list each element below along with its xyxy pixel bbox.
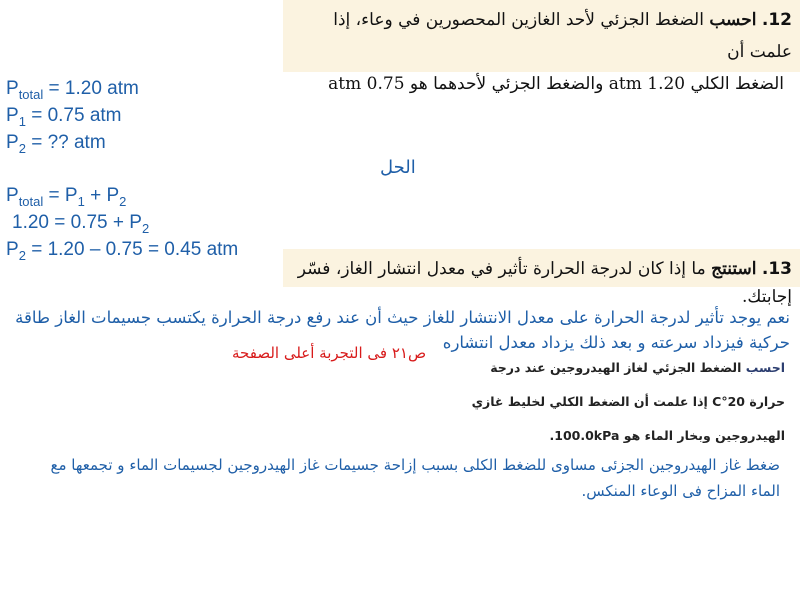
solution-heading: الحل (380, 157, 416, 178)
solution-equation-1 (6, 185, 126, 209)
question-12-line-1-text: الضغط الجزئي لأحد الغازين المحصورين في وعاء، إذا علمت أن (333, 10, 792, 62)
given-p1-symbol: P (6, 105, 19, 126)
given-total-value: = 1.20 atm (43, 78, 139, 99)
eq1-mid: = P (43, 185, 78, 206)
given-total-pressure (6, 78, 139, 102)
question-13-number: 13. (761, 259, 792, 279)
eq1-p1-subscript: 1 (77, 193, 85, 209)
given-p1-value: = 0.75 atm (25, 105, 122, 126)
answer-13: نعم يوجد تأثير لدرجة الحرارة على معدل الانتشار للغاز حيث أن عند رفع درجة الحرارة يكتسب جسيمات الغاز طاقة حركية فيزداد سرعته و بعد ذلك يزداد معدل انتشاره (15, 308, 790, 352)
given-p1 (6, 105, 122, 129)
eq2-text: 1.20 = 0.75 + P (12, 212, 142, 233)
given-p2 (6, 132, 106, 156)
answer-hydrogen: ضغط غاز الهيدروجين الجزئى مساوى للضغط الكلى بسبب إزاحة جسيمات غاز الهيدروجين لجسيمات الماء و تجمعها مع الماء المزاح فى الوعاء المنكس. (50, 456, 780, 500)
eq3-subscript: 2 (18, 247, 26, 263)
eq1-end: + P (84, 185, 120, 206)
eq3-rest: = 1.20 – 0.75 = 0.45 atm (25, 239, 239, 260)
question-image-line-1-text: الضغط الجزئي لغاز الهيدروجين عند درجة (490, 360, 746, 375)
question-12-line-1 (287, 4, 792, 68)
given-p2-symbol: P (6, 132, 19, 153)
eq1-lhs-subscript: total (18, 193, 44, 209)
question-12-number: 12. (761, 10, 792, 30)
question-image-line-1 (445, 360, 785, 375)
eq2-subscript: 2 (141, 220, 150, 236)
eq1-p2-subscript: 2 (119, 193, 127, 209)
solution-equation-2 (12, 212, 149, 236)
question-image-line-2: حرارة 20°C إذا علمت أن الضغط الكلي لخليط غازي (471, 394, 785, 409)
given-p2-subscript: 2 (18, 140, 26, 156)
question-13 (287, 255, 792, 311)
page-reference-note: ص٢١ فى التجربة أعلى الصفحة (232, 344, 427, 362)
given-total-symbol: P (6, 78, 19, 99)
question-image-line-3: الهيدروجين وبخار الماء هو 100.0kPa. (549, 428, 785, 443)
given-p1-subscript: 1 (18, 113, 26, 129)
given-total-subscript: total (18, 86, 44, 102)
question-12-keyword: احسب (709, 10, 757, 30)
question-image-keyword: احسب (745, 360, 785, 375)
eq1-lhs: P (6, 185, 19, 206)
given-p2-value: = ?? atm (25, 132, 106, 153)
solution-equation-3 (6, 239, 238, 263)
question-13-keyword: استنتج (711, 259, 757, 279)
question-12 (287, 4, 792, 100)
eq3-lhs: P (6, 239, 19, 260)
question-12-line-2: الضغط الكلي 1.20 atm والضغط الجزئي لأحدهما هو 0.75 atm (328, 74, 784, 94)
question-13-text: ما إذا كان لدرجة الحرارة تأثير في معدل انتشار الغاز، فسّر إجابتك. (297, 259, 792, 307)
